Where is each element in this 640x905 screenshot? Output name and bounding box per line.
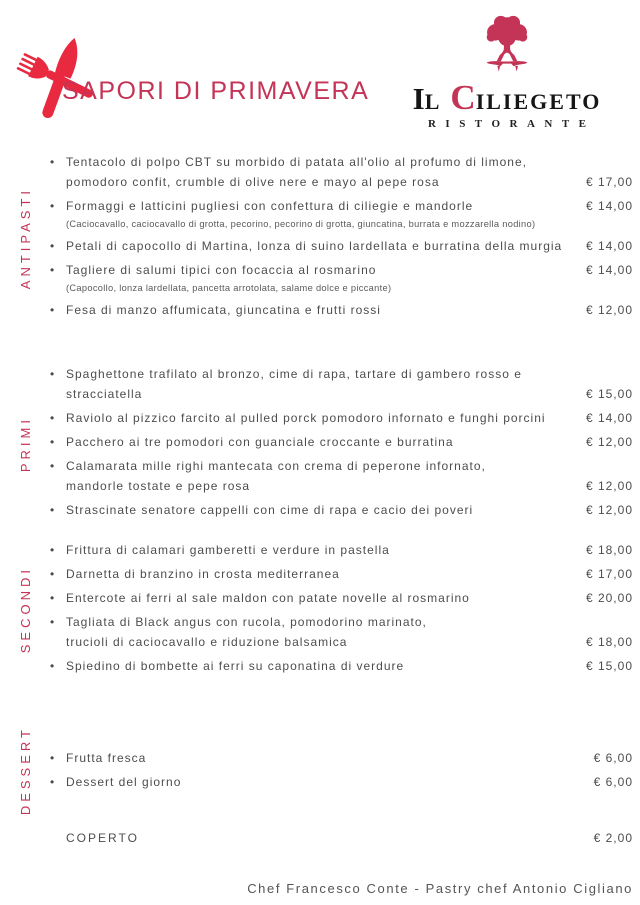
menu-item-main [50, 540, 633, 560]
bullet-icon: • [50, 659, 55, 673]
menu-item-line: Frittura di calamari gamberetti e verdure in pastella [66, 543, 390, 557]
menu-item-line: pomodoro confit, crumble di olive nere e mayo al pepe rosa [66, 175, 440, 189]
menu-item-line: Raviolo al pizzico farcito al pulled porck pomodoro infornato e funghi porcini [66, 411, 546, 425]
menu-item [50, 408, 633, 428]
bullet-icon: • [50, 503, 55, 517]
item-text [66, 260, 576, 280]
bullet-icon: • [50, 543, 55, 557]
menu-section-primi [0, 364, 640, 524]
bullet-icon: • [50, 199, 55, 213]
item-text [66, 456, 576, 496]
logo-letter-l: L [424, 89, 442, 114]
menu-section-antipasti [0, 152, 640, 324]
menu-item [50, 540, 633, 560]
menu-item-line: Petali di capocollo di Martina, lonza di suino lardellata e burratina della murgia [66, 239, 563, 253]
item-price: € 18,00 [585, 543, 633, 557]
menu-item [50, 364, 633, 404]
item-price: € 17,00 [585, 175, 633, 189]
section-label-rail [0, 726, 50, 815]
item-text [66, 748, 584, 768]
footer-credits: Chef Francesco Conte - Pastry chef Antonio Cigliano [247, 881, 633, 896]
bullet-icon: • [50, 263, 55, 277]
item-text [66, 656, 576, 676]
item-text [66, 540, 576, 560]
bullet-icon: • [50, 435, 55, 449]
menu-item [50, 500, 633, 520]
menu-item [50, 196, 633, 232]
section-label: SECONDI [17, 566, 33, 654]
logo-name [413, 80, 602, 115]
menu-item [50, 456, 633, 496]
menu-item [50, 300, 633, 320]
menu-item [50, 588, 633, 608]
menu-item [50, 432, 633, 452]
item-text [66, 364, 576, 404]
menu-item-line: Spiedino di bombette ai ferri su caponatina di verdure [66, 659, 405, 673]
menu-item-main [50, 564, 633, 584]
menu-item-main [50, 588, 633, 608]
section-label-rail [0, 540, 50, 680]
page-title: SAPORI DI PRIMAVERA [62, 77, 370, 105]
menu-item-line: Formaggi e latticini pugliesi con confettura di ciliegie e mandorle [66, 199, 474, 213]
section-label-rail [0, 364, 50, 524]
menu-item-main [50, 656, 633, 676]
item-text [66, 588, 576, 608]
item-text [66, 408, 576, 428]
menu-item-line: Frutta fresca [66, 751, 147, 765]
menu-item [50, 236, 633, 256]
menu-section-dessert [0, 726, 640, 815]
menu-item-line: Tentacolo di polpo CBT su morbido di patata all'olio al profumo di limone, [66, 155, 527, 169]
item-price: € 6,00 [593, 775, 633, 789]
coperto-price: € 2,00 [593, 831, 633, 845]
menu-item-main [50, 500, 633, 520]
item-price: € 17,00 [585, 567, 633, 581]
menu-item-line: Pacchero ai tre pomodori con guanciale croccante e burratina [66, 435, 454, 449]
section-items [50, 152, 640, 324]
menu-section-secondi [0, 540, 640, 680]
item-price: € 15,00 [585, 387, 633, 401]
item-text [66, 152, 576, 192]
item-text [66, 432, 576, 452]
menu-item-main [50, 772, 633, 792]
menu-item-line: Strascinate senatore cappelli con cime di rapa e cacio dei poveri [66, 503, 474, 517]
menu-item [50, 260, 633, 296]
item-price: € 14,00 [585, 199, 633, 213]
bullet-icon: • [50, 367, 55, 381]
item-text [66, 612, 576, 652]
menu-item [50, 612, 633, 652]
section-label: DESSERT [17, 726, 33, 816]
menu-item-line: Fesa di manzo affumicata, giuncatina e frutti rossi [66, 303, 381, 317]
menu-item [50, 564, 633, 584]
bullet-icon: • [50, 615, 55, 629]
menu-item-main [50, 612, 633, 652]
cherry-tree-icon [471, 11, 543, 77]
section-items [50, 540, 640, 680]
item-price: € 6,00 [593, 751, 633, 765]
section-items [50, 748, 640, 815]
menu-item-line: Spaghettone trafilato al bronzo, cime di rapa, tartare di gambero rosso e stracciatella [66, 367, 522, 401]
menu-item-main [50, 748, 633, 768]
menu-item-main [50, 196, 633, 216]
menu-item-line: Dessert del giorno [66, 775, 182, 789]
item-price: € 15,00 [585, 659, 633, 673]
item-price: € 14,00 [585, 239, 633, 253]
item-text [66, 564, 576, 584]
item-text [66, 500, 576, 520]
menu-item [50, 656, 633, 676]
section-label: PRIMI [17, 415, 33, 473]
bullet-icon: • [50, 775, 55, 789]
menu-item [50, 772, 633, 792]
item-price: € 14,00 [585, 411, 633, 425]
menu-item-line: Calamarata mille righi mantecata con crema di peperone infornato, [66, 459, 486, 473]
bullet-icon: • [50, 155, 55, 169]
item-text [66, 772, 584, 792]
item-price: € 18,00 [585, 635, 633, 649]
menu-item-main [50, 236, 633, 256]
menu-item-main [50, 408, 633, 428]
logo-subtitle: RISTORANTE [427, 118, 596, 130]
item-price: € 20,00 [585, 591, 633, 605]
coperto-row [66, 831, 633, 845]
menu-item-main [50, 364, 633, 404]
logo-name-rest: ILIEGETO [475, 89, 602, 114]
menu-item-line: Tagliata di Black angus con rucola, pomodorino marinato, [66, 615, 427, 629]
bullet-icon: • [50, 303, 55, 317]
menu-item-main [50, 260, 633, 280]
bullet-icon: • [50, 459, 55, 473]
logo-initial-i: I [412, 81, 425, 116]
item-price: € 12,00 [585, 435, 633, 449]
menu-item [50, 748, 633, 768]
menu-item-line: mandorle tostate e pepe rosa [66, 479, 251, 493]
menu-item-line: Tagliere di salumi tipici con focaccia al rosmarino [66, 263, 377, 277]
item-price: € 12,00 [585, 503, 633, 517]
bullet-icon: • [50, 567, 55, 581]
menu-item-main [50, 300, 633, 320]
section-items [50, 364, 640, 524]
item-text [66, 196, 576, 216]
bullet-icon: • [50, 591, 55, 605]
coperto-label: COPERTO [66, 831, 139, 845]
menu-item-main [50, 152, 633, 192]
bullet-icon: • [50, 239, 55, 253]
section-label: ANTIPASTI [17, 186, 33, 290]
restaurant-logo [404, 11, 610, 130]
logo-initial-c: C [450, 78, 476, 117]
menu-item [50, 152, 633, 192]
menu-item-line: Darnetta di branzino in crosta mediterranea [66, 567, 340, 581]
item-note: (Capocollo, lonza lardellata, pancetta arrotolata, salame dolce e piccante) [66, 283, 392, 293]
menu-item-line: Entercote ai ferri al sale maldon con patate novelle al rosmarino [66, 591, 470, 605]
section-label-rail [0, 152, 50, 324]
menu-item-main [50, 432, 633, 452]
item-price: € 12,00 [585, 479, 633, 493]
item-text [66, 236, 576, 256]
item-price: € 14,00 [585, 263, 633, 277]
menu-item-line: trucioli di caciocavallo e riduzione balsamica [66, 635, 348, 649]
item-text [66, 300, 576, 320]
item-price: € 12,00 [585, 303, 633, 317]
bullet-icon: • [50, 411, 55, 425]
bullet-icon: • [50, 751, 55, 765]
item-note: (Caciocavallo, caciocavallo di grotta, pecorino, pecorino di grotta, giuncatina, burrata e mozzarella nodino) [66, 219, 536, 229]
menu-item-main [50, 456, 633, 496]
